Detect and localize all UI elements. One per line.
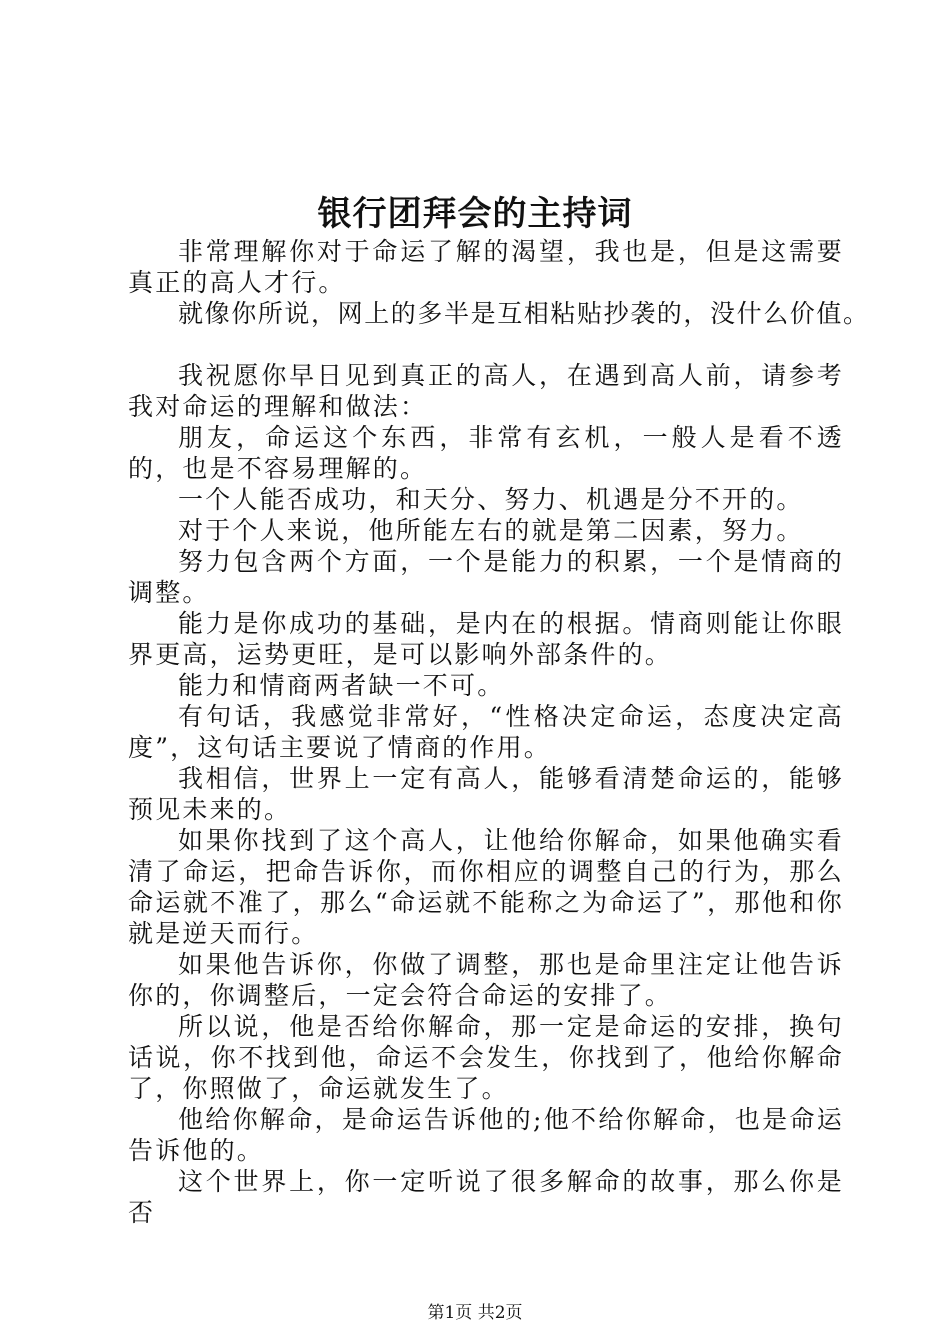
paragraph: 如果你找到了这个高人，让他给你解命，如果他确实看清了命运，把命告诉你，而你相应的调整自己的行为，那么命运就不准了，那么“命运就不能称之为命运了”，那他和你就是逆天而行。 xyxy=(128,826,844,948)
paragraph: 能力和情商两者缺一不可。 xyxy=(178,671,505,700)
page-footer: 第1页 共2页 xyxy=(427,1303,523,1323)
document-title: 银行团拜会的主持词 xyxy=(317,194,633,234)
paragraph: 对于个人来说，他所能左右的就是第二因素，努力。 xyxy=(178,516,804,545)
paragraph: 一个人能否成功，和天分、努力、机遇是分不开的。 xyxy=(178,485,804,514)
paragraph: 朋友，命运这个东西，非常有玄机，一般人是看不透的，也是不容易理解的。 xyxy=(128,423,844,483)
paragraph: 如果他告诉你，你做了调整，那也是命里注定让他告诉你的，你调整后，一定会符合命运的安排了。 xyxy=(128,950,844,1010)
paragraph: 我祝愿你早日见到真正的高人，在遇到高人前，请参考我对命运的理解和做法： xyxy=(128,361,844,421)
paragraph: 这个世界上，你一定听说了很多解命的故事，那么你是否 xyxy=(128,1167,844,1227)
paragraph: 非常理解你对于命运了解的渴望，我也是，但是这需要真正的高人才行。 xyxy=(128,237,844,297)
paragraph: 能力是你成功的基础，是内在的根据。情商则能让你眼界更高，运势更旺，是可以影响外部条件的。 xyxy=(128,609,844,669)
paragraph: 我相信，世界上一定有高人，能够看清楚命运的，能够预见未来的。 xyxy=(128,764,844,824)
paragraph: 努力包含两个方面，一个是能力的积累，一个是情商的调整。 xyxy=(128,547,844,607)
paragraph: 就像你所说，网上的多半是互相粘贴抄袭的，没什么价值。 xyxy=(178,299,870,328)
paragraph: 有句话，我感觉非常好，“性格决定命运，态度决定高度”，这句话主要说了情商的作用。 xyxy=(128,702,844,762)
document-body xyxy=(128,236,870,1228)
paragraph: 他给你解命，是命运告诉他的;他不给你解命，也是命运告诉他的。 xyxy=(128,1105,844,1165)
paragraph: 所以说，他是否给你解命，那一定是命运的安排，换句话说，你不找到他，命运不会发生，你找到了，他给你解命了，你照做了，命运就发生了。 xyxy=(128,1012,844,1103)
blank-paragraph xyxy=(128,329,844,360)
